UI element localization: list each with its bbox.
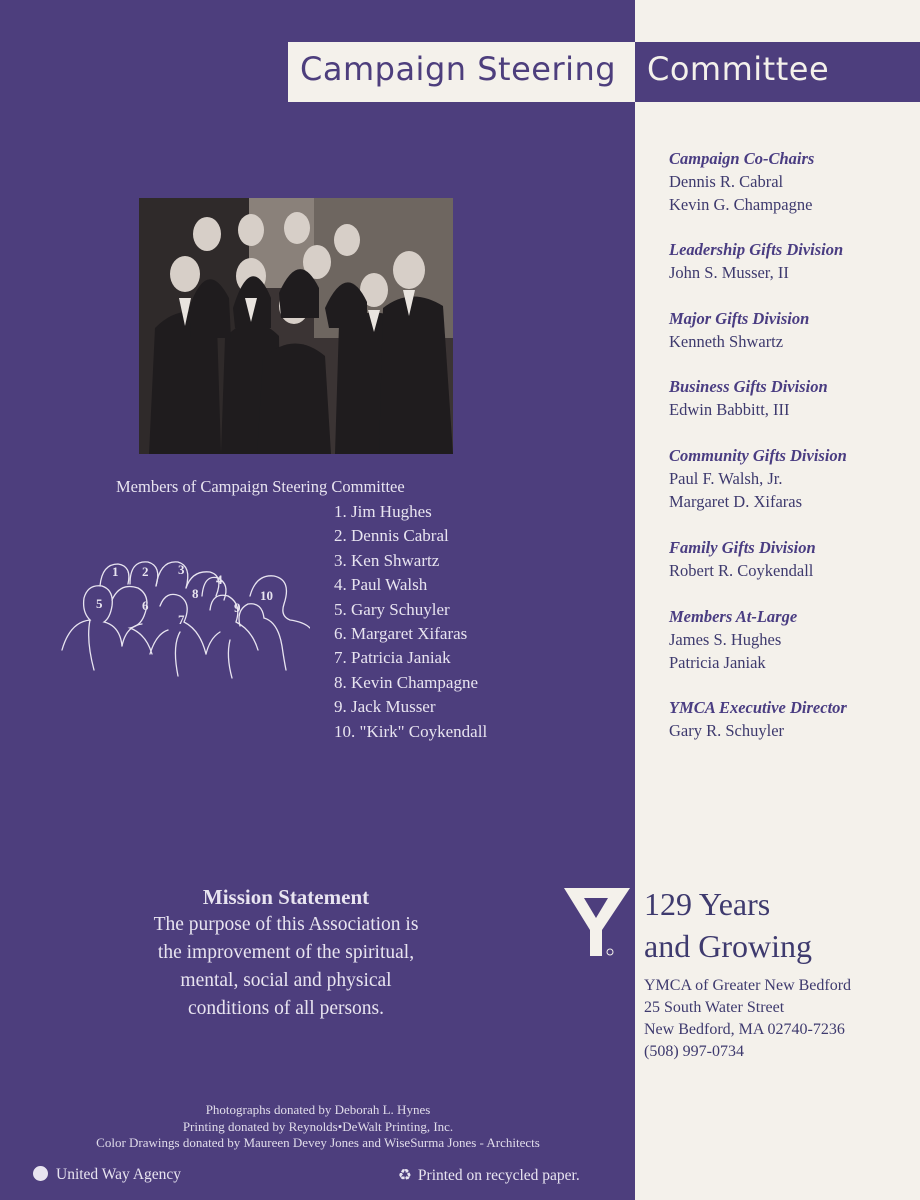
list-item: 8. Kevin Champagne [334,672,478,692]
role-title: Campaign Co-Chairs [669,149,815,168]
sketch-label: 5 [96,596,103,611]
role-name: Dennis R. Cabral [669,172,784,191]
united-way-agency [33,1166,181,1184]
roster-group [669,375,828,421]
sketch-label: 7 [178,612,185,627]
address-line: New Bedford, MA 02740-7236 [644,1021,845,1038]
role-name: Edwin Babbitt, III [669,400,790,419]
united-way-label: United Way Agency [56,1166,182,1183]
role-name: Gary R. Schuyler [669,721,785,740]
headline-line: and Growing [644,928,812,964]
roster-group [669,307,809,353]
sketch-label: 3 [178,562,185,577]
roster-group [669,238,843,284]
ymca-logo [562,886,632,958]
list-item: 3. Ken Shwartz [334,550,440,570]
credit-line: Photographs donated by Deborah L. Hynes [205,1102,431,1117]
list-item: 7. Patricia Janiak [334,648,451,668]
address-line: YMCA of Greater New Bedford [644,977,852,994]
page-title-part1: Campaign Steering [300,50,617,88]
role-name: Robert R. Coykendall [669,561,814,580]
sketch-label: 6 [142,598,149,613]
role-name: John S. Musser, II [669,263,789,282]
list-item: 2. Dennis Cabral [334,526,449,546]
sketch-label: 8 [192,586,199,601]
roster-group [669,147,814,216]
recycled-note [398,1166,580,1185]
mission-line: conditions of all persons. [187,998,385,1019]
committee-group-photo [139,198,453,454]
credit-line: Printing donated by Reynolds•DeWalt Printing, Inc. [182,1118,454,1134]
list-item: 4. Paul Walsh [334,575,428,595]
numbered-outline-sketch [60,550,310,680]
page-title-part2: Committee [647,50,830,88]
role-name: Kevin G. Champagne [669,195,813,214]
mission-statement [100,885,472,1023]
address-line: 25 South Water Street [644,999,785,1016]
united-way-icon [33,1166,48,1181]
credits [0,1102,636,1152]
sketch-label: 9 [234,600,241,615]
role-title: Community Gifts Division [669,446,847,465]
mission-line: mental, social and physical [180,970,392,991]
roster-group [669,696,847,742]
anniversary-headline [644,883,812,967]
role-name: Patricia Janiak [669,653,766,672]
recycled-label: Printed on recycled paper. [417,1167,580,1184]
role-title: YMCA Executive Director [669,698,847,717]
role-title: Family Gifts Division [669,538,816,557]
ymca-address [644,975,851,1063]
credit-line: Color Drawings donated by Maureen Devey Jones and WiseSurma Jones - Architects [96,1135,540,1150]
list-item: 6. Margaret Xifaras [334,624,468,644]
role-name: James S. Hughes [669,630,782,649]
headline-line: 129 Years [644,886,771,922]
role-title: Business Gifts Division [669,377,828,396]
role-title: Members At-Large [669,607,798,626]
list-item: 10. "Kirk" Coykendall [334,721,488,741]
sketch-label: 2 [142,564,149,579]
mission-line: The purpose of this Association is [153,914,419,935]
role-name: Paul F. Walsh, Jr. [669,469,783,488]
sketch-label: 10 [260,588,273,603]
list-item: 1. Jim Hughes [334,502,432,521]
mission-heading: Mission Statement [202,885,370,909]
member-list [334,500,487,744]
role-title: Major Gifts Division [669,309,810,328]
sketch-label: 4 [216,572,223,587]
role-name: Margaret D. Xifaras [669,492,803,511]
sketch-label: 1 [112,564,119,579]
role-title: Leadership Gifts Division [669,240,844,259]
list-item: 9. Jack Musser [334,697,436,717]
roster-group [669,536,816,582]
photo-caption: Members of Campaign Steering Committee [116,477,405,496]
roster-group [669,605,797,674]
recycle-icon: ♻ [398,1166,412,1184]
mission-line: the improvement of the spiritual, [157,942,415,963]
roster-group [669,444,847,513]
list-item: 5. Gary Schuyler [334,599,450,619]
role-name: Kenneth Shwartz [669,332,784,351]
phone-number: (508) 997-0734 [644,1043,744,1060]
